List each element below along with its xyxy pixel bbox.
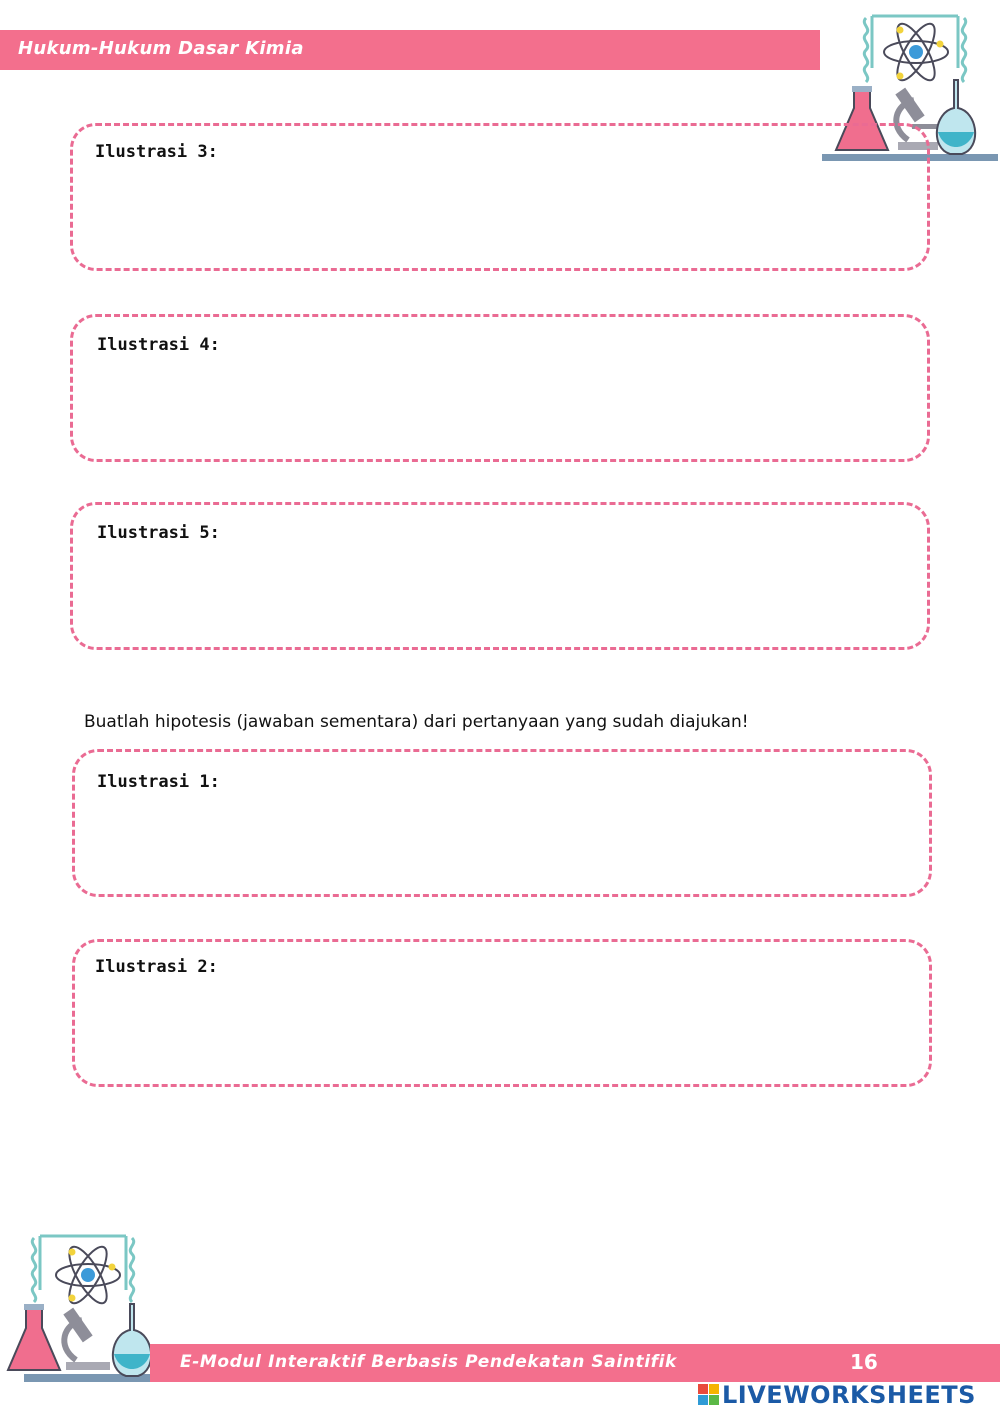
answer-box-ilustrasi-3[interactable]: [70, 123, 930, 271]
footer-title: E-Modul Interaktif Berbasis Pendekatan Saintifik: [180, 1352, 677, 1372]
header-bar: [0, 30, 820, 70]
box-label: Ilustrasi 5:: [97, 523, 220, 543]
liveworksheets-watermark[interactable]: [698, 1380, 998, 1410]
watermark-text: LIVEWORKSHEETS: [722, 1381, 976, 1409]
box-label: Ilustrasi 4:: [97, 335, 220, 355]
answer-box-ilustrasi-4[interactable]: [70, 314, 930, 462]
liveworksheets-logo-icon: [698, 1384, 720, 1408]
flask-icon: [8, 1304, 60, 1370]
atom-icon: [884, 19, 948, 85]
answer-box-ilustrasi-5[interactable]: [70, 502, 930, 650]
box-label: Ilustrasi 3:: [95, 142, 218, 162]
footer-bar: [150, 1344, 1000, 1382]
header-title: Hukum-Hukum Dasar Kimia: [18, 38, 304, 59]
box-label: Ilustrasi 2:: [95, 957, 218, 977]
answer-box-ilustrasi-2[interactable]: [72, 939, 932, 1087]
answer-box-ilustrasi-1[interactable]: [72, 749, 932, 897]
atom-icon: [56, 1242, 120, 1308]
instruction-text: Buatlah hipotesis (jawaban sementara) dari pertanyaan yang sudah diajukan!: [84, 712, 749, 732]
lab-illustration-icon: [0, 1230, 172, 1388]
box-label: Ilustrasi 1:: [97, 772, 220, 792]
page-number: 16: [850, 1350, 878, 1374]
microscope-icon: [63, 1308, 110, 1370]
